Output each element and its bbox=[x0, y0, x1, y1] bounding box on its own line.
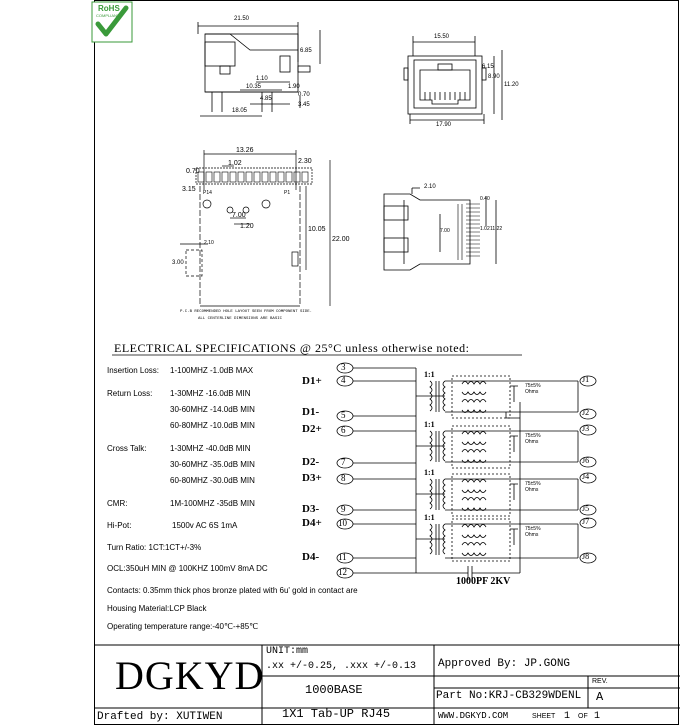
pin-number: 8 bbox=[341, 473, 346, 483]
ratio-label: 1:1 bbox=[424, 468, 435, 477]
term-unit: Ohms bbox=[525, 389, 539, 395]
dim: 1.02 bbox=[228, 160, 242, 167]
specs-heading: ELECTRICAL SPECIFICATIONS @ 25°C unless otherwise noted: bbox=[114, 341, 470, 355]
drafted-by: Drafted by: XUTIWEN bbox=[97, 711, 223, 723]
unit-label: UNIT:mm bbox=[266, 646, 309, 657]
dim: 2.10 bbox=[204, 240, 214, 246]
signal-label: D4- bbox=[302, 551, 320, 563]
dim: 6.85 bbox=[300, 48, 312, 54]
pin-number: 12 bbox=[338, 567, 347, 577]
pin-number: J2 bbox=[582, 408, 590, 417]
term-unit: Ohms bbox=[525, 487, 539, 493]
dim: 0.40 bbox=[480, 196, 490, 202]
pcb-note-1: P.C.B RECOMMENDED HOLE LAYOUT SEEN FROM COMPONENT SIDE. bbox=[180, 310, 313, 314]
signal-label: D1- bbox=[302, 406, 320, 418]
sheet-total: 1 bbox=[594, 711, 601, 722]
of-label: OF bbox=[578, 713, 588, 720]
dim: 3.00 bbox=[172, 260, 184, 266]
ratio-label: 1:1 bbox=[424, 370, 435, 379]
pin-number: J4 bbox=[582, 472, 590, 481]
insertion-loss-value: 1-100MHZ -1.0dB MAX bbox=[170, 366, 254, 375]
ratio-label: 1:1 bbox=[424, 420, 435, 429]
rohs-label: RoHS bbox=[98, 4, 120, 13]
signal-label: D2+ bbox=[302, 423, 322, 435]
term-value: 75±5% bbox=[525, 526, 541, 532]
transformer-3 bbox=[430, 474, 578, 516]
approved-by: Approved By: JP.GONG bbox=[438, 658, 571, 670]
hipot-value: 1500v AC 6S 1mA bbox=[172, 521, 238, 530]
term-value: 75±5% bbox=[525, 481, 541, 487]
pin-number: 3 bbox=[341, 362, 346, 372]
dim: 2.30 bbox=[298, 158, 312, 165]
website-url: WWW.DGKYD.COM bbox=[438, 711, 509, 721]
pin-number: 7 bbox=[341, 457, 346, 467]
pin-number: J8 bbox=[582, 552, 590, 561]
cross-talk-r1: 1-30MHZ -40.0dB MIN bbox=[170, 444, 251, 453]
pin-number: 5 bbox=[341, 410, 346, 420]
pin-number: J3 bbox=[582, 424, 590, 433]
signal-label: D2- bbox=[302, 456, 320, 468]
schematic-right-pins bbox=[580, 376, 596, 563]
dim: 15.50 bbox=[434, 34, 450, 40]
pin-number: J7 bbox=[582, 517, 590, 526]
dim: 0.70 bbox=[298, 92, 310, 98]
contacts: Contacts: 0.35mm thick phos bronze plated with 6u' gold in contact are bbox=[107, 586, 358, 595]
dim: 2.10 bbox=[424, 184, 436, 190]
ratio-label: 1:1 bbox=[424, 513, 435, 522]
dim: 7.00 bbox=[440, 228, 450, 234]
term-value: 75±5% bbox=[525, 433, 541, 439]
dim: 7.00 bbox=[232, 212, 246, 219]
front-view-drawing bbox=[404, 36, 502, 124]
term-unit: Ohms bbox=[525, 532, 539, 538]
page-border bbox=[95, 1, 679, 725]
company-logo: DGKYD bbox=[115, 653, 265, 698]
tolerance-label: .xx +/-0.25, .xxx +/-0.13 bbox=[266, 661, 417, 672]
return-loss-r1: 1-30MHZ -16.0dB MIN bbox=[170, 389, 251, 398]
dim: 6.15 bbox=[482, 64, 494, 70]
dim: 1.02 bbox=[480, 226, 490, 232]
rev-value: A bbox=[596, 690, 604, 704]
return-loss-r3: 60-80MHZ -10.0dB MIN bbox=[170, 421, 255, 430]
pcb-note-2: ALL CENTERLINE DIMENSIONS ARE BASIC bbox=[198, 317, 283, 321]
schematic-drawing bbox=[352, 368, 578, 580]
signal-label: D3+ bbox=[302, 472, 322, 484]
rev-label: REV. bbox=[592, 678, 608, 685]
dim: 21.50 bbox=[234, 16, 250, 22]
pin-number: J1 bbox=[582, 375, 590, 384]
dim: 1.90 bbox=[288, 84, 300, 90]
pin-number: 11 bbox=[338, 552, 347, 562]
cmr-label: CMR: bbox=[107, 499, 128, 508]
pin-label: P14 bbox=[203, 190, 212, 196]
capacitor-label: 1000PF 2KV bbox=[456, 576, 511, 587]
dim: 4.85 bbox=[260, 96, 272, 102]
cmr-value: 1M-100MHZ -35dB MIN bbox=[170, 499, 255, 508]
dim: 3.15 bbox=[182, 186, 196, 193]
return-loss-label: Return Loss: bbox=[107, 389, 153, 398]
dim: 11.22 bbox=[490, 226, 503, 232]
return-loss-r2: 30-60MHZ -14.0dB MIN bbox=[170, 405, 255, 414]
dim: 10.35 bbox=[246, 84, 262, 90]
dim: 17.90 bbox=[436, 122, 452, 128]
cross-talk-label: Cross Talk: bbox=[107, 444, 147, 453]
description-line-2: 1X1 Tab-UP RJ45 bbox=[282, 707, 391, 721]
insertion-loss-label: Insertion Loss: bbox=[107, 366, 160, 375]
sheet-number: 1 bbox=[564, 711, 571, 722]
housing: Housing Material:LCP Black bbox=[107, 604, 207, 613]
hipot-label: Hi-Pot: bbox=[107, 521, 132, 530]
signal-label: D1+ bbox=[302, 375, 322, 387]
pin-number: J6 bbox=[582, 456, 590, 465]
dim: 10.05 bbox=[308, 226, 326, 233]
dim: 1.20 bbox=[240, 223, 254, 230]
rohs-sub: COMPLIANT bbox=[96, 13, 120, 18]
description-line-1: 1000BASE bbox=[305, 683, 363, 697]
transformer-4 bbox=[430, 519, 578, 561]
signal-label: D3- bbox=[302, 503, 320, 515]
pin-number: 10 bbox=[338, 518, 347, 528]
pin-number: 4 bbox=[341, 375, 346, 385]
pin-label: P1 bbox=[284, 190, 291, 196]
sheet-label: SHEET bbox=[532, 713, 556, 720]
pin-number: 9 bbox=[341, 504, 346, 514]
dim: 0.70 bbox=[186, 168, 200, 175]
dim: 22.00 bbox=[332, 236, 350, 243]
dim: 8.90 bbox=[488, 74, 500, 80]
term-value: 75±5% bbox=[525, 383, 541, 389]
cross-talk-r3: 60-80MHZ -30.0dB MIN bbox=[170, 476, 255, 485]
signal-label: D4+ bbox=[302, 517, 322, 529]
dim: 13.26 bbox=[236, 147, 254, 154]
dim: 18.05 bbox=[232, 108, 248, 114]
ocl: OCL:350uH MIN @ 100KHZ 100mV 8mA DC bbox=[107, 564, 268, 573]
dim: 1.10 bbox=[256, 76, 268, 82]
pin-number: J5 bbox=[582, 504, 590, 513]
operating-temp: Operating temperature range:-40℃-+85℃ bbox=[107, 622, 259, 631]
turn-ratio: Turn Ratio: 1CT:1CT+/-3% bbox=[107, 543, 202, 552]
pin-number: 6 bbox=[341, 425, 346, 435]
dim: 3.45 bbox=[298, 102, 310, 108]
schematic-left-pins bbox=[337, 363, 353, 578]
transformer-1 bbox=[430, 376, 578, 418]
transformer-2 bbox=[430, 426, 578, 468]
part-number: Part No:KRJ-CB329WDENL bbox=[436, 690, 582, 702]
cross-talk-r2: 30-60MHZ -35.0dB MIN bbox=[170, 460, 255, 469]
dim: 11.20 bbox=[504, 82, 519, 88]
term-unit: Ohms bbox=[525, 439, 539, 445]
